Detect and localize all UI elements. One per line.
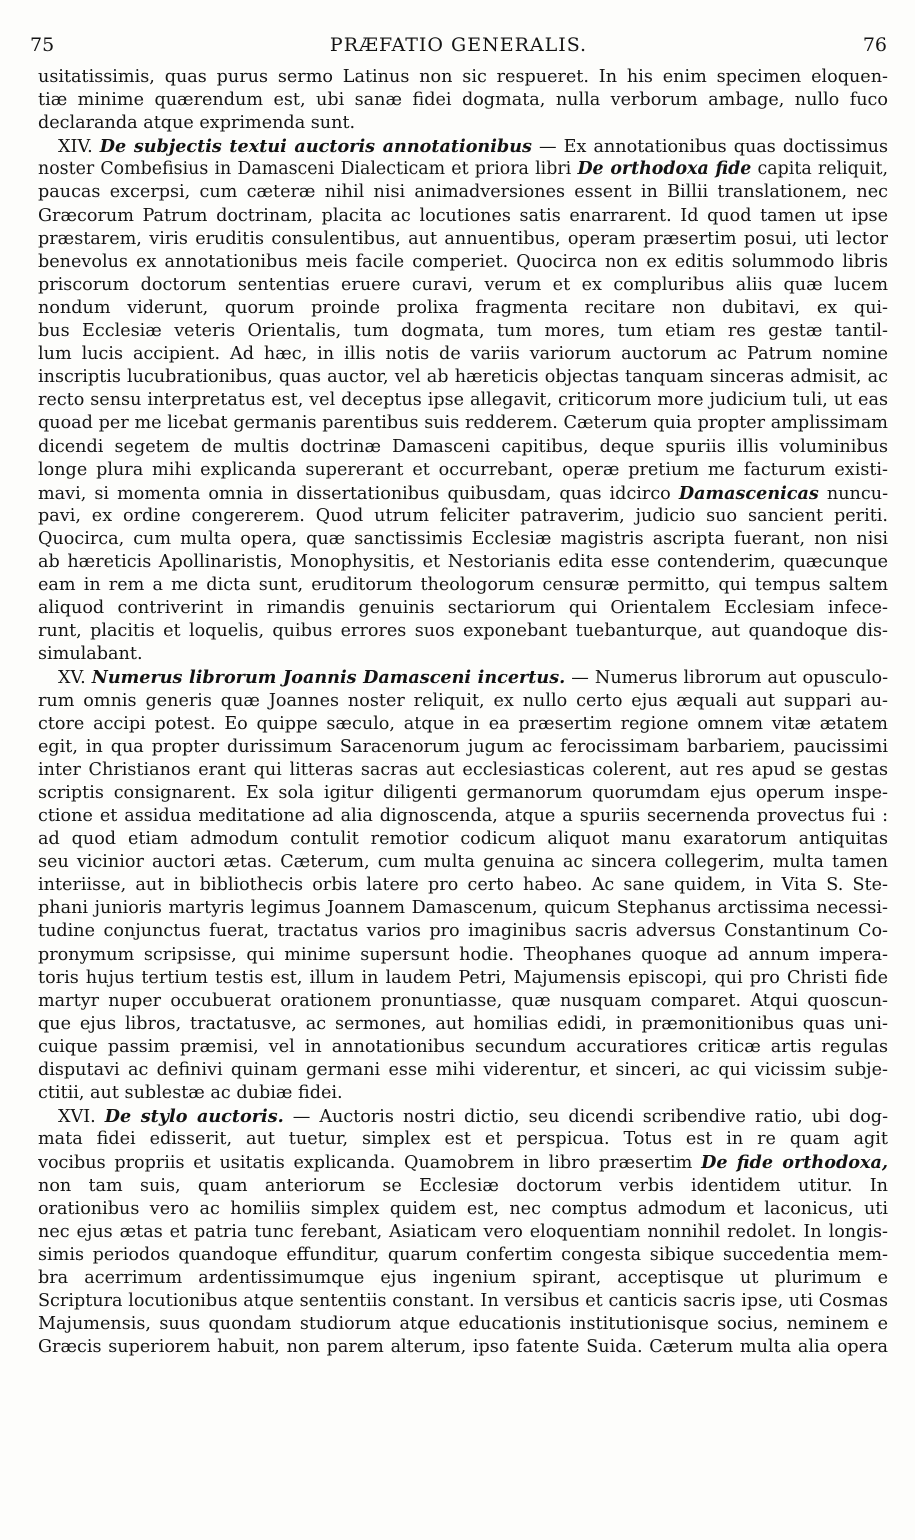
text-line: tiæ minime quærendum est, ubi sanæ fidei dogmata, nulla verborum ambage, nullo fuco [38, 90, 888, 111]
text-line: benevolus ex annotationibus meis facile comperiet. Quocirca non ex editis solummodo libris [38, 251, 888, 272]
text-line: orationibus vero ac homiliis simplex quidem est, nec comptus admodum et laconicus, uti [38, 1198, 888, 1219]
text-fragment: capita reliquit, [757, 159, 888, 180]
text-line: bus Ecclesiæ veteris Orientalis, tum dogmata, tum mores, tum etiam res gestæ tantil- [38, 321, 888, 342]
italic-book-title: De fide orthodoxa, [701, 1152, 888, 1174]
text-line: runt, placitis et loquelis, quibus errores suos exponebant tuebanturque, aut quandoque dis- [38, 621, 888, 642]
italic-book-title: De orthodoxa fide [577, 159, 752, 180]
text-line: nondum viderunt, quorum proinde prolixa fragmenta recitare non dubitavi, ex qui- [38, 297, 888, 318]
text-line [38, 482, 888, 505]
text-line: Quocirca, cum multa opera, quæ sanctissimis Ecclesiæ magistris ascripta fuerant, non nisi [38, 528, 888, 549]
text-line: Græcorum Patrum doctrinam, placita ac locutiones satis enarrarent. Id quod tamen ut ipse [38, 205, 888, 226]
text-line: ctione et assidua meditatione ad alia dignoscenda, atque a spuriis secernenda provectus fui : [38, 806, 888, 826]
section-title: De subjectis textui auctoris annotationibus [99, 136, 532, 158]
text-line: dicendi segetem de multis doctrinæ Damasceni capitibus, deque spuriis illis voluminibus [38, 436, 888, 457]
text-line: disputavi ac definivi quinam germani esse mihi viderentur, et sinceri, ac qui vicissim subje- [38, 1060, 888, 1081]
text-line: ctore accipi potest. Eo quippe sæculo, atque in ea præsertim regione omnem vitæ ætatem [38, 713, 888, 734]
text-line: simis periodos quandoque effunditur, quarum confertim congesta sibique succedentia mem- [38, 1244, 888, 1265]
text-line: longe plura mihi explicanda supererant et occurrebant, operæ pretium me facturum existi- [38, 459, 888, 480]
text-line: scriptis consignarent. Ex sola igitur diligenti germanorum quorumdam ejus operum inspe- [38, 782, 888, 803]
text-line: paucas excerpsi, cum cæteræ nihil nisi animadversiones essent in Billii translationem, nec [38, 182, 888, 203]
section-number: XV. [58, 668, 86, 689]
text-line: toris hujus tertium testis est, illum in laudem Petri, Majumensis episcopi, qui pro Christi fide [38, 967, 888, 988]
text-line: mata fidei edisserit, aut tuetur, simplex est et perspicua. Totus est in re quam agit [38, 1129, 888, 1150]
section-number: XVI. [58, 1107, 96, 1128]
text-line: inter Christianos erant qui litteras sacras aut ecclesiasticas colerent, aut res apud se gestas [38, 759, 888, 780]
text-line: rum omnis generis quæ Joannes noster reliquit, ex nullo certo ejus æquali aut suppari au- [38, 690, 888, 711]
text-line: quoad per me licebat germanis parentibus suis redderem. Cæterum quia propter amplissimam [38, 413, 888, 434]
text-line: Scriptura locutionibus atque sententiis constant. In versibus et canticis sacris ipse, uti Cosmas [38, 1290, 888, 1311]
text-line: inscriptis lucubrationibus, quas auctor, vel ab hæreticis objectas tanquam sinceras admisit, ac [38, 367, 888, 388]
text-line: lum lucis accipient. Ad hæc, in illis notis de variis variorum auctorum ac Patrum nomine [38, 344, 888, 365]
text-line: declaranda atque exprimenda sunt. [38, 113, 356, 134]
text-fragment: nuncu- [826, 483, 888, 504]
text-line: interiisse, aut in bibliothecis orbis latere pro certo habeo. Ac sane quidem, in Vita S. Ste- [38, 875, 888, 896]
text-line [38, 1151, 888, 1174]
left-page-number: 75 [30, 34, 55, 56]
text-line: aliquod contriverint in rimandis genuinis sectariorum qui Orientalem Ecclesiam infece- [38, 598, 888, 619]
text-line: pavi, ex ordine congererem. Quod utrum feliciter patraverim, judicio suo sancient periti. [38, 505, 888, 526]
page-header [30, 34, 887, 60]
section-heading-line [38, 135, 888, 158]
text-line: cuique passim præmisi, vel in annotationibus secundum accuratiores criticæ artis regulas [38, 1036, 888, 1057]
text-fragment: — Ex annotationibus quas doctissimus [538, 137, 888, 158]
text-line: que ejus libros, tractatusve, ac sermones, aut homilias edidi, in præmonitionibus quas uni- [38, 1013, 888, 1034]
text-fragment: vocibus propriis et usitatis explicanda. Quamobrem in libro præsertim [38, 1153, 693, 1174]
text-line: non tam suis, quam anteriorum se Ecclesiæ doctorum verbis identidem utitur. In [38, 1175, 888, 1196]
text-line [38, 158, 888, 181]
section-heading-line [38, 1105, 888, 1128]
text-line: bra acerrimum ardentissimumque ejus ingenium spirant, acceptisque ut plurimum e [38, 1267, 888, 1288]
text-line: eam in rem a me dicta sunt, eruditorum theologorum censuræ permitto, qui tempus saltem [38, 575, 888, 596]
page-body [38, 66, 888, 1359]
section-title: Numerus librorum Joannis Damasceni incertus. [91, 667, 566, 689]
text-line: ctitii, aut sublestæ ac dubiæ fidei. [38, 1083, 343, 1104]
text-line: priscorum doctorum sententias eruere curavi, verum et ex compluribus aliis quæ lucem [38, 274, 888, 295]
section-heading-line [38, 666, 888, 689]
text-line: præstarem, viris eruditis consulentibus, aut annuentibus, operam præsertim posui, uti lector [38, 228, 888, 249]
text-line: usitatissimis, quas purus sermo Latinus non sic respueret. In his enim specimen eloquen- [38, 67, 888, 87]
text-line: ab hæreticis Apollinaristis, Monophysitis, et Nestorianis edita esse contenderim, quæcunque [38, 551, 888, 572]
text-line: recto sensu interpretatus est, vel deceptus ipse allegavit, criticorum more judicium tuli, ut eas [38, 390, 888, 411]
text-fragment: noster Combefisius in Damasceni Dialecticam et priora libri [38, 159, 572, 180]
italic-term: Damascenicas [678, 482, 819, 504]
text-line: seu vicinior auctori ætas. Cæterum, cum multa genuina ac sincera collegerim, multa tamen [38, 852, 888, 873]
section-title: De stylo auctoris. [104, 1106, 284, 1128]
text-fragment: — Numerus librorum aut opusculo- [571, 668, 888, 689]
text-fragment: mavi, si momenta omnia in dissertationibus quibusdam, quas idcirco [38, 483, 671, 504]
text-line: Majumensis, suus quondam studiorum atque educationis institutionisque socius, neminem e [38, 1314, 888, 1335]
text-fragment: — Auctoris nostri dictio, seu dicendi scribendive ratio, ubi dog- [292, 1107, 888, 1128]
text-line: tudine conjunctus fuerat, tractatus varios pro imaginibus sacris adversus Constantinum Co- [38, 921, 888, 942]
section-number: XIV. [58, 137, 93, 158]
text-line: Græcis superiorem habuit, non parem alterum, ipso fatente Suida. Cæterum multa alia opera [38, 1337, 888, 1358]
text-line: nec ejus ætas et patria tunc ferebant, Asiaticam vero eloquentiam nonnihil redolet. In longis- [38, 1221, 888, 1242]
text-line: simulabant. [38, 644, 143, 665]
text-line: martyr nuper occubuerat orationem pronuntiasse, quæ nusquam comparet. Atqui quoscun- [38, 990, 888, 1011]
right-page-number: 76 [862, 34, 887, 56]
text-line: egit, in qua propter durissimum Saracenorum jugum ac ferocissimam barbariem, paucissimi [38, 736, 888, 757]
text-line: ad quod etiam admodum contulit remotior codicum aliquot manu exaratorum antiquitas [38, 829, 888, 850]
text-line: phani junioris martyris legimus Joannem Damascenum, quicum Stephanus arctissima necessi- [38, 898, 888, 919]
text-line: pronymum scripsisse, qui minime supersunt hodie. Theophanes quoque ad annum impera- [38, 944, 888, 965]
running-title: PRÆFATIO GENERALIS. [329, 34, 588, 56]
